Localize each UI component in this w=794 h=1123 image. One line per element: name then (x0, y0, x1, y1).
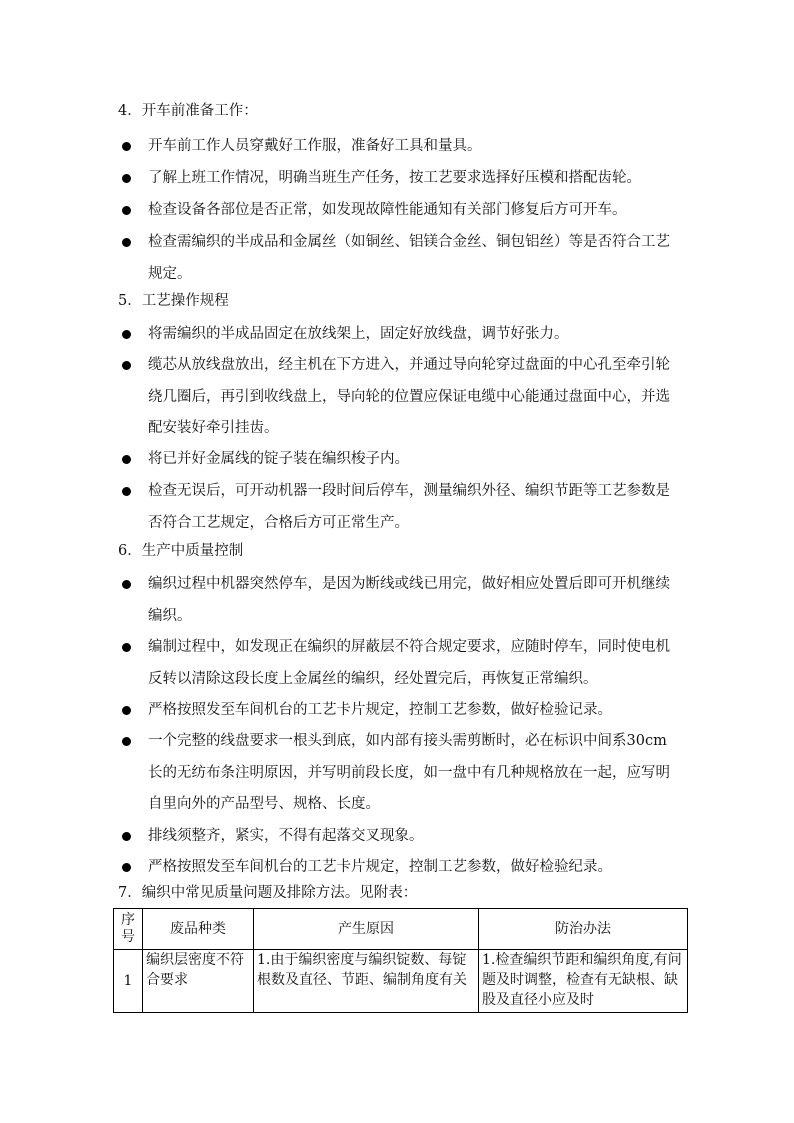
document-page: 4．开车前准备工作： 开车前工作人员穿戴好工作服，准备好工具和量具。 了解上班工作情况，明确当班生产任务，按工艺要求选择好压模和搭配齿轮。 检查设备各部位是否正常，如发现故障性能通知有关部门修复后方可开车。 检查需编织的半成品和金属丝（如铜丝、铝镁合金丝、铜包铝丝）等是否符合工艺规定。 5．工艺操作规程 将需编织的半成品固定在放线架上，固定好放线盘，调节好张力。 缆芯从放线盘放出，经主机在下方进入，并通过导向轮穿过盘面的中心孔至牵引轮绕几圈后，再引到收线盘上，导向轮的位置应保证电缆中心能通过盘面中心，并选配安装好牵引挂齿。 将已并好金属线的锭子装在编织梭子内。 检查无误后，可开动机器一段时间后停车，测量编织外径、编织节距等工艺参数是否符合工艺规定，合格后方可正常生产。 6．生产中质量控制 编织过程中机器突然停车，是因为断线或线已用完，做好相应处置后即可开机继续编织。 编制过程中，如发现正在编织的屏蔽层不符合规定要求，应随时停车，同时使电机反转以清除这段长度上金属丝的编织，经处置完后，再恢复正常编织。 严格按照发至车间机台的工艺卡片规定，控制工艺参数，做好检验记录。 一个完整的线盘要求一根头到底，如内部有接头需剪断时，必在标识中间系30cm长的无纺布条注明原因，并写明前段长度，如一盘中有几种规格放在一起，应写明自里向外的产品型号、规格、长度。 排线须整齐，紧实，不得有起落交叉现象。 严格按照发至车间机台的工艺卡片规定，控制工艺参数，做好检验纪录。 7．编织中常见质量问题及排除方法。见附表： 序号 废品种类 产生原因 防治办法 1 编织层密度不符合要求 1.由于编织密度与编织锭数、每锭根数及直径、节距、编制角度有关 1.检查编织节距和编织角度,有问题及时调整，检查有无缺根、缺股及直径小应及时 (0, 0, 794, 1123)
header-remedy: 防治办法 (479, 909, 688, 950)
bullet-icon (122, 455, 131, 464)
section-heading-process: 5．工艺操作规程 (118, 293, 229, 309)
bullet-icon (122, 643, 131, 652)
bullet-icon (122, 487, 131, 496)
cell-type: 编织层密度不符合要求 (143, 950, 254, 1013)
defects-table (113, 908, 688, 1013)
header-cause: 产生原因 (254, 909, 479, 950)
header-num: 序号 (114, 909, 143, 950)
cell-remedy: 1.检查编织节距和编织角度,有问题及时调整，检查有无缺根、缺股及直径小应及时 (479, 950, 688, 1013)
bullet-icon (122, 238, 131, 247)
bullet-icon (122, 206, 131, 215)
bullet-icon (122, 737, 131, 746)
bullet-icon (122, 706, 131, 715)
cell-cause: 1.由于编织密度与编织锭数、每锭根数及直径、节距、编制角度有关 (254, 950, 479, 1013)
bullet-icon (122, 832, 131, 841)
bullet-icon (122, 174, 131, 183)
table-row (114, 950, 688, 1013)
table-header-row (114, 909, 688, 950)
section-heading-quality: 6．生产中质量控制 (118, 543, 244, 559)
header-type: 废品种类 (143, 909, 254, 950)
cell-num: 1 (114, 950, 143, 1013)
bullet-icon (122, 330, 131, 339)
bullet-icon (122, 863, 131, 872)
bullet-icon (122, 361, 131, 370)
bullet-icon (122, 580, 131, 589)
section-heading-table: 7．编织中常见质量问题及排除方法。见附表： (118, 885, 418, 901)
bullet-icon (122, 142, 131, 151)
section-heading-prep: 4．开车前准备工作： (118, 103, 258, 119)
